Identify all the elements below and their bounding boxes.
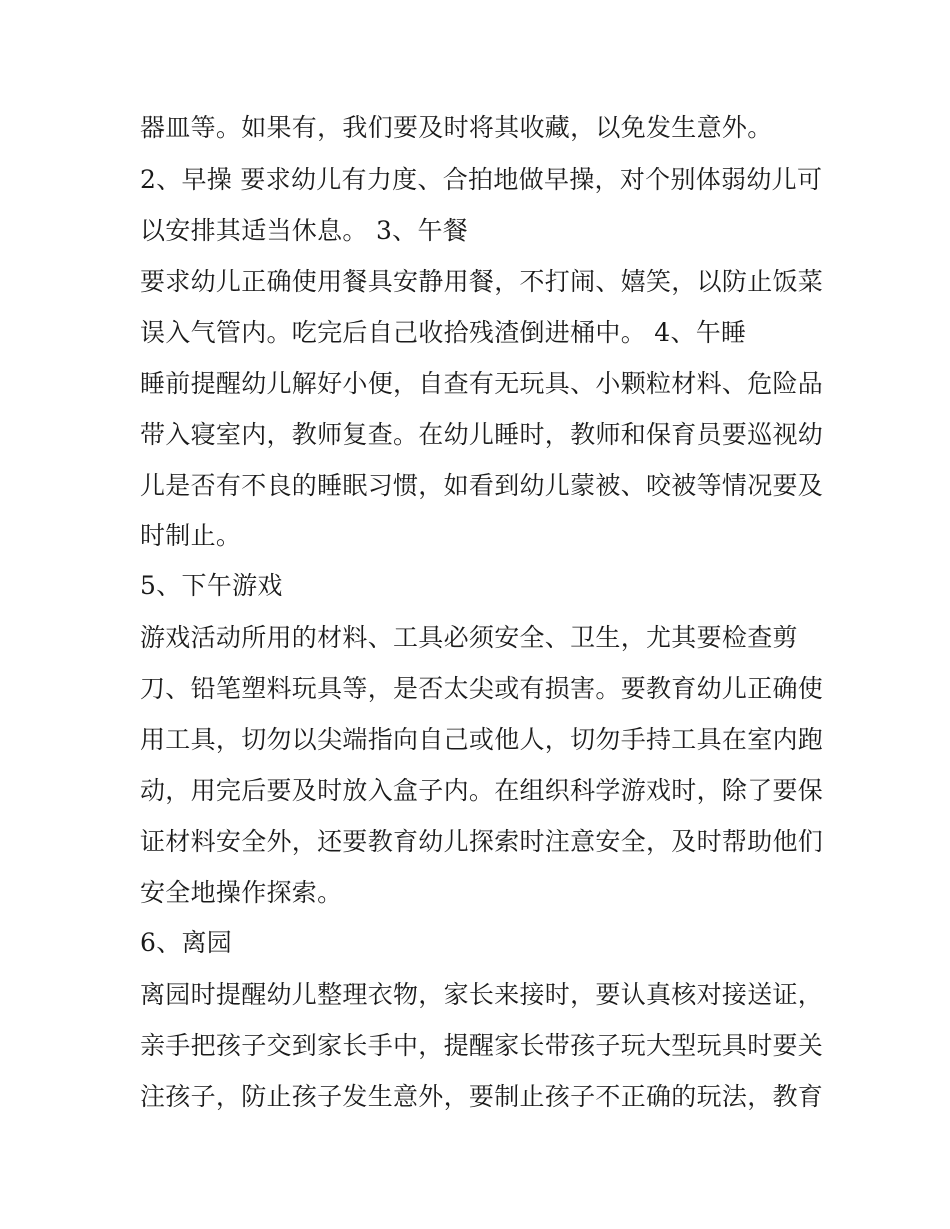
text-line: 亲手把孩子交到家长手中，提醒家长带孩子玩大型玩具时要关 <box>140 1031 824 1060</box>
text-line: 动，用完后要及时放入盒子内。在组织科学游戏时，除了要保 <box>140 776 824 805</box>
text-line: 时制止。 <box>140 521 242 550</box>
text-line: 证材料安全外，还要教育幼儿探索时注意安全，及时帮助他们 <box>140 827 824 856</box>
text-line: 游戏活动所用的材料、工具必须安全、卫生，尤其要检查剪 <box>140 623 798 652</box>
text-line: 注孩子，防止孩子发生意外，要制止孩子不正确的玩法，教育 <box>140 1082 824 1111</box>
text-line: 用工具，切勿以尖端指向自己或他人，切勿手持工具在室内跑 <box>140 725 824 754</box>
section-heading: 5、下午游戏 <box>140 571 283 600</box>
text-line: 带入寝室内，教师复查。在幼儿睡时，教师和保育员要巡视幼 <box>140 420 824 449</box>
text-line: 误入气管内。吃完后自己收拾残渣倒进桶中。 4、午睡 <box>140 318 747 347</box>
text-line: 刀、铅笔塑料玩具等，是否太尖或有损害。要教育幼儿正确使 <box>140 674 824 703</box>
text-line: 器皿等。如果有，我们要及时将其收藏，以免发生意外。 <box>140 113 773 142</box>
text-line: 要求幼儿正确使用餐具安静用餐，不打闹、嬉笑，以防止饭菜 <box>140 267 824 296</box>
text-line: 以安排其适当休息。 3、午餐 <box>140 216 469 245</box>
text-line: 儿是否有不良的睡眠习惯，如看到幼儿蒙被、咬被等情况要及 <box>140 471 824 500</box>
text-line: 2、早操 要求幼儿有力度、合拍地做早操，对个别体弱幼儿可 <box>140 165 823 194</box>
text-line: 睡前提醒幼儿解好小便，自查有无玩具、小颗粒材料、危险品 <box>140 369 824 398</box>
text-line: 安全地操作探索。 <box>140 878 343 907</box>
section-heading: 6、离园 <box>140 928 233 957</box>
text-line: 离园时提醒幼儿整理衣物，家长来接时，要认真核对接送证， <box>140 980 824 1009</box>
